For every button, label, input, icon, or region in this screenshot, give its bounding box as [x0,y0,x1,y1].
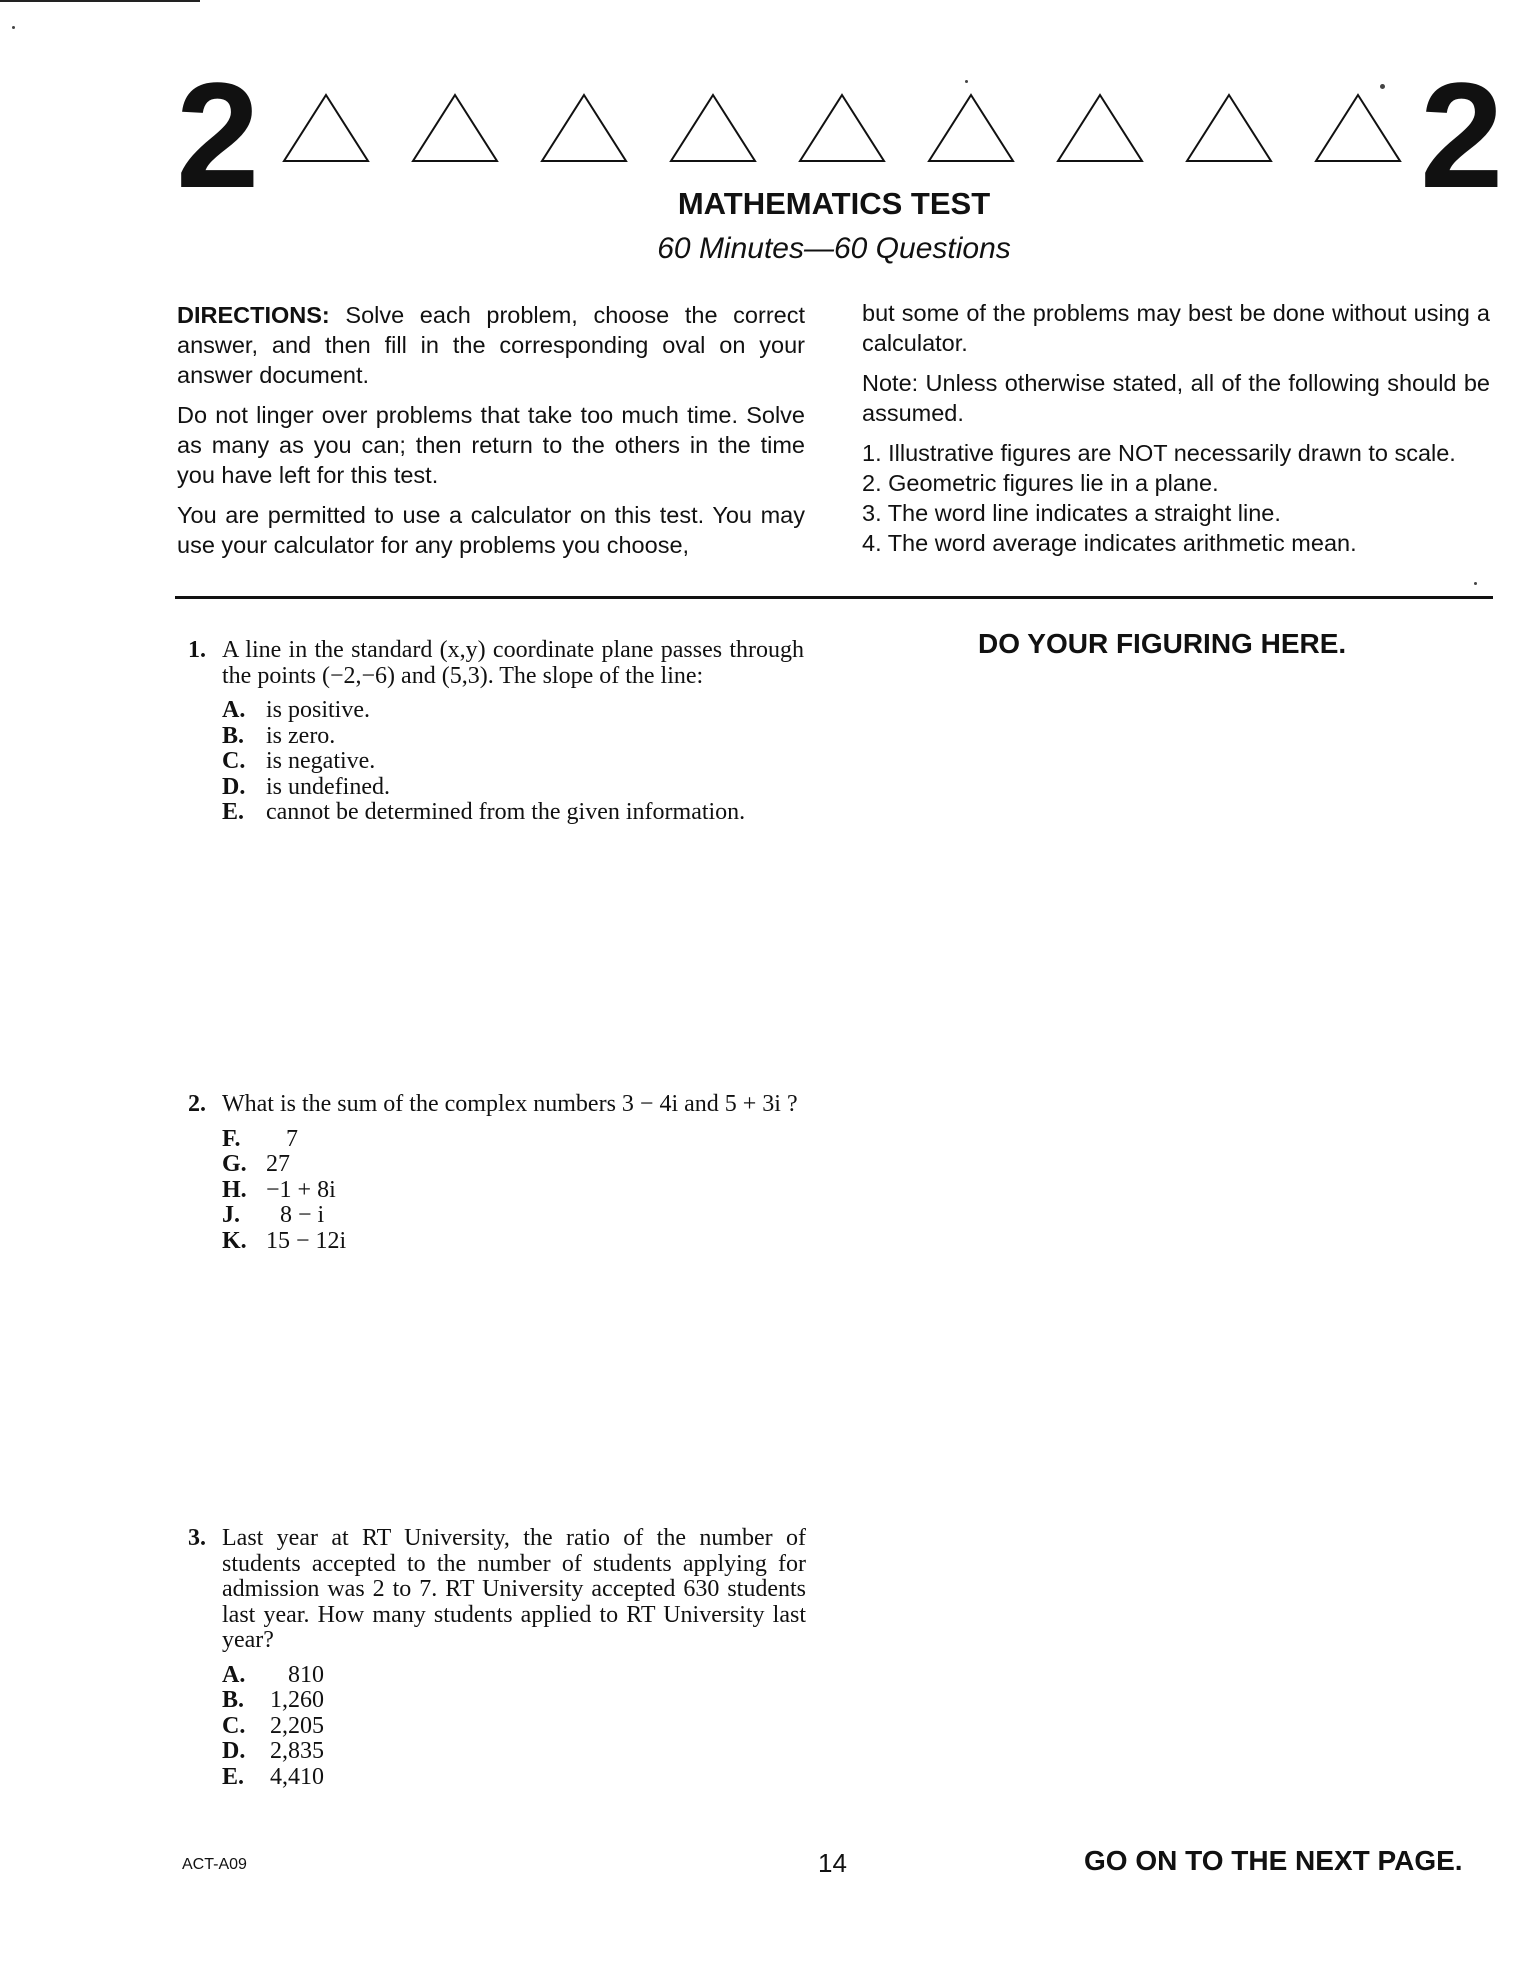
option-text: 4,410 [270,1763,324,1790]
answer-option[interactable] [222,1229,804,1255]
directions-paragraph-1 [177,300,805,390]
triangle-icon [1184,92,1274,164]
option-text: −1 + 8i [266,1176,336,1203]
option-label: A. [222,697,246,723]
option-label: C. [222,748,246,774]
option-label: E. [222,799,245,825]
assumption-item: 3. The word line indicates a straight line. [862,500,1281,526]
answer-option[interactable] [222,1714,806,1740]
option-label: J. [222,1202,240,1228]
scan-edge-line [0,0,200,2]
option-text: is positive. [266,697,371,723]
directions-text-1: Solve each problem, choose the correct answer, and then fill in the corresponding oval on your answer document. [177,302,805,388]
answer-options [222,1663,806,1791]
figuring-area-label: DO YOUR FIGURING HERE. [978,628,1347,659]
directions-note: Note: Unless otherwise stated, all of the following should be assumed. [862,370,1490,426]
answer-option[interactable] [222,1663,806,1689]
directions-paragraph-2: Do not linger over problems that take too much time. Solve as many as you can; then return to the others in the time you have left for this test. [177,402,805,488]
section-number-left: 2 [176,51,260,219]
answer-option[interactable] [222,724,804,750]
answer-option[interactable] [222,1127,804,1153]
triangle-icon [1055,92,1145,164]
triangle-icon [926,92,1016,164]
option-text: 27 [266,1151,290,1177]
triangle-icon [668,92,758,164]
answer-option[interactable] [222,1178,804,1204]
section-number-right: 2 [1420,51,1504,219]
question-number: 1. [188,637,206,663]
page-number: 14 [818,1848,847,1878]
directions-paragraph-4: but some of the problems may best be done without using a calculator. [862,300,1490,356]
answer-option[interactable] [222,1203,804,1229]
option-label: H. [222,1176,247,1203]
answer-option[interactable] [222,1765,806,1791]
option-text: 810 [288,1661,324,1688]
answer-option[interactable] [222,1688,806,1714]
test-subtitle: 60 Minutes—60 Questions [657,232,1011,265]
question-text: What is the sum of the complex numbers 3 − 4i and 5 + 3i ? [222,1091,798,1117]
option-text: 2,835 [270,1738,324,1764]
answer-option[interactable] [222,775,804,801]
assumption-item: 2. Geometric figures lie in a plane. [862,470,1219,496]
test-title: MATHEMATICS TEST [677,186,991,221]
option-text: is zero. [266,722,336,749]
directions-left-column [177,300,805,570]
question-1 [188,638,804,826]
option-label: A. [222,1661,246,1688]
triangle-icon [281,92,371,164]
answer-option[interactable] [222,1152,804,1178]
answer-option[interactable] [222,1739,806,1765]
triangle-icon [410,92,500,164]
question-2 [188,1092,804,1254]
form-code: ACT-A09 [182,1856,247,1873]
option-label: B. [222,1687,245,1713]
answer-option[interactable] [222,749,804,775]
triangle-icon [797,92,887,164]
directions-paragraph-3: You are permitted to use a calculator on this test. You may use your calculator for any problems you choose, [177,502,805,558]
answer-options [222,1127,804,1255]
option-label: B. [222,722,245,749]
option-text: 2,205 [270,1712,324,1739]
question-number: 2. [188,1091,206,1117]
option-label: D. [222,1738,246,1764]
assumption-item: 4. The word average indicates arithmetic mean. [862,530,1357,556]
answer-option[interactable] [222,698,804,724]
question-3 [188,1526,806,1790]
answer-option[interactable] [222,800,804,826]
directions-label: DIRECTIONS: [177,302,330,328]
option-label: C. [222,1712,246,1739]
option-text: 15 − 12i [266,1227,347,1254]
question-text: Last year at RT University, the ratio of the number of students accepted to the number of students applying for admission was 2 to 7. RT University accepted 630 students last year. How many students applied to RT University last year? [222,1525,806,1653]
option-text: cannot be determined from the given information. [266,799,746,825]
option-label: G. [222,1151,247,1177]
triangle-icon [1313,92,1403,164]
option-text: is negative. [266,748,376,774]
triangle-icon [539,92,629,164]
option-text: is undefined. [266,773,390,800]
option-text: 7 [286,1125,298,1152]
assumptions-list [862,438,1490,558]
option-text: 1,260 [270,1687,324,1713]
assumption-item: 1. Illustrative figures are NOT necessarily drawn to scale. [862,440,1456,466]
option-label: D. [222,773,246,800]
scan-speck [1380,84,1385,89]
directions-right-column [862,298,1490,558]
question-text: A line in the standard (x,y) coordinate plane passes through the points (−2,−6) and (5,3). The slope of the line: [222,637,804,689]
scan-speck [1474,582,1477,585]
option-label: E. [222,1763,245,1790]
scan-speck [12,26,15,29]
answer-options [222,698,804,826]
section-divider [175,596,1493,599]
next-page-instruction: GO ON TO THE NEXT PAGE. [1084,1845,1463,1876]
scan-speck [965,80,968,83]
option-label: K. [222,1227,247,1254]
option-text: 8 − i [280,1202,325,1228]
option-label: F. [222,1125,241,1152]
question-number: 3. [188,1525,206,1551]
